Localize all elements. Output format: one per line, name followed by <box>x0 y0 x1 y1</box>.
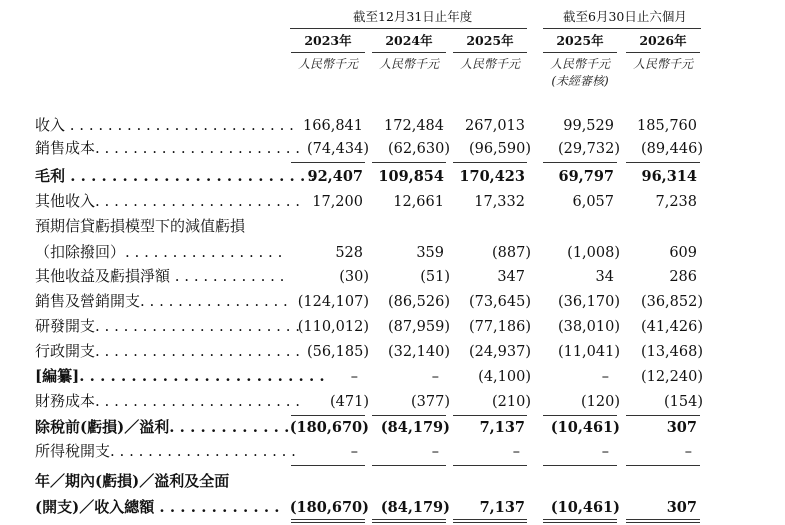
row-label: 財務成本. . . . . . . . . . . . . . . . . . . . . . <box>35 392 301 410</box>
header-group-interim: 截至6月30日止六個月 <box>563 9 687 24</box>
cell: – <box>350 444 358 460</box>
cell: (120) <box>581 394 620 410</box>
cell: (13,468) <box>640 344 703 360</box>
total-double-rule <box>291 519 365 523</box>
year-rule-1 <box>291 52 365 53</box>
subtotal-rule <box>626 415 700 416</box>
cell: (73,645) <box>468 294 531 310</box>
row-label-total-line2: (開支)／收入總額 . . . . . . . . . . . . <box>35 498 280 516</box>
cell: 609 <box>669 245 697 261</box>
cell: (56,185) <box>306 344 369 360</box>
subtotal-rule <box>543 415 617 416</box>
cell: 7,137 <box>479 419 525 436</box>
currency-1: 人民幣千元 <box>297 57 358 71</box>
cell: (36,852) <box>640 294 703 310</box>
cell: – <box>350 369 358 385</box>
row-label-pretax: 除稅前(虧損)／溢利. . . . . . . . . . . . <box>35 418 290 436</box>
cell: (12,240) <box>640 369 703 385</box>
currency-4: 人民幣千元 <box>549 57 610 71</box>
row-label: 行政開支. . . . . . . . . . . . . . . . . . . . . . <box>35 342 301 360</box>
row-label: 預期信貸虧損模型下的減值虧損 <box>35 217 246 235</box>
header-group-interim-rule <box>543 28 701 29</box>
year-rule-5 <box>626 52 700 53</box>
subtotal-rule <box>291 415 365 416</box>
cell: 170,423 <box>459 168 525 185</box>
cell: (36,170) <box>557 294 620 310</box>
subtotal-rule <box>372 415 446 416</box>
cell: 286 <box>669 269 697 285</box>
cell: – <box>512 444 520 460</box>
cell: (110,012) <box>297 319 369 335</box>
cell: (89,446) <box>640 141 703 157</box>
cell: 69,797 <box>558 168 614 185</box>
row-label: 其他收入. . . . . . . . . . . . . . . . . . . . . . <box>35 192 301 210</box>
cell: 172,484 <box>384 118 444 134</box>
cell: (210) <box>492 394 531 410</box>
cell: (96,590) <box>468 141 531 157</box>
cell: 34 <box>595 269 614 285</box>
row-label-redacted: [編纂]. . . . . . . . . . . . . . . . . . . . . . . . <box>35 367 325 385</box>
row-label: 收入 . . . . . . . . . . . . . . . . . . . . . . . . <box>35 116 294 134</box>
cell: (154) <box>664 394 703 410</box>
year-rule-2 <box>372 52 446 53</box>
cell: 99,529 <box>563 118 614 134</box>
cell: 7,137 <box>479 499 525 516</box>
cell: (11,041) <box>557 344 620 360</box>
cell: 347 <box>497 269 525 285</box>
cell: 12,661 <box>393 194 444 210</box>
row-label: 所得稅開支. . . . . . . . . . . . . . . . . . . . <box>35 442 296 460</box>
cell: 96,314 <box>641 168 697 185</box>
cell: 307 <box>666 419 697 436</box>
cell: (10,461) <box>550 419 620 436</box>
cell: (471) <box>330 394 369 410</box>
cell: (41,426) <box>640 319 703 335</box>
row-label: 銷售及營銷開支. . . . . . . . . . . . . . . . <box>35 292 288 310</box>
year-rule-4 <box>543 52 617 53</box>
total-double-rule <box>453 519 527 523</box>
subtotal-rule <box>453 465 527 466</box>
subtotal-rule <box>453 415 527 416</box>
row-label: 其他收益及虧損淨額 . . . . . . . . . . . . <box>35 267 285 285</box>
cell: 185,760 <box>637 118 697 134</box>
cell: (84,179) <box>380 499 450 516</box>
currency-5: 人民幣千元 <box>632 57 693 71</box>
cell: 17,332 <box>474 194 525 210</box>
cell: (180,670) <box>289 499 369 516</box>
cell: (87,959) <box>387 319 450 335</box>
cell: (887) <box>492 245 531 261</box>
row-label: 銷售成本. . . . . . . . . . . . . . . . . . . . . . <box>35 139 301 157</box>
cell: (86,526) <box>387 294 450 310</box>
row-label: （扣除撥回）. . . . . . . . . . . . . . . . . <box>35 243 283 261</box>
subtotal-rule <box>291 162 365 163</box>
cell: (62,630) <box>387 141 450 157</box>
cell: – <box>431 369 439 385</box>
cell: 109,854 <box>378 168 444 185</box>
cell: (377) <box>411 394 450 410</box>
currency-2: 人民幣千元 <box>378 57 439 71</box>
cell: 359 <box>416 245 444 261</box>
year-2024: 2024年 <box>385 33 433 48</box>
cell: (4,100) <box>478 369 531 385</box>
cell: 17,200 <box>312 194 363 210</box>
currency-3: 人民幣千元 <box>459 57 520 71</box>
cell: (84,179) <box>380 419 450 436</box>
cell: 528 <box>335 245 363 261</box>
subtotal-rule <box>372 162 446 163</box>
cell: – <box>684 444 692 460</box>
cell: (24,937) <box>468 344 531 360</box>
cell: 7,238 <box>655 194 697 210</box>
subtotal-rule <box>543 465 617 466</box>
subtotal-rule <box>291 465 365 466</box>
total-double-rule <box>543 519 617 523</box>
subtotal-rule <box>543 162 617 163</box>
subtotal-rule <box>372 465 446 466</box>
cell: – <box>431 444 439 460</box>
cell: 166,841 <box>303 118 363 134</box>
total-double-rule <box>372 519 446 523</box>
total-double-rule <box>626 519 700 523</box>
cell: (10,461) <box>550 499 620 516</box>
row-label-total-line1: 年／期內(虧損)／溢利及全面 <box>35 472 230 490</box>
year-rule-3 <box>453 52 527 53</box>
row-label: 研發開支. . . . . . . . . . . . . . . . . . . . . . <box>35 317 301 335</box>
cell: 307 <box>666 499 697 516</box>
cell: (32,140) <box>387 344 450 360</box>
header-group-annual: 截至12月31日止年度 <box>353 9 473 24</box>
subtotal-rule <box>453 162 527 163</box>
cell: (74,434) <box>306 141 369 157</box>
cell: 92,407 <box>307 168 363 185</box>
cell: (1,008) <box>567 245 620 261</box>
subtotal-rule <box>626 162 700 163</box>
cell: (51) <box>420 269 450 285</box>
header-group-annual-rule <box>290 28 527 29</box>
cell: (29,732) <box>557 141 620 157</box>
cell: (38,010) <box>557 319 620 335</box>
cell: (30) <box>339 269 369 285</box>
subtotal-rule <box>626 465 700 466</box>
cell: 267,013 <box>465 118 525 134</box>
cell: (77,186) <box>468 319 531 335</box>
year-2025: 2025年 <box>466 33 514 48</box>
row-label-gross-profit: 毛利 . . . . . . . . . . . . . . . . . . . . . . . . <box>35 167 316 185</box>
cell: (180,670) <box>289 419 369 436</box>
unaudited-note: (未經審核) <box>551 74 609 88</box>
cell: – <box>601 444 609 460</box>
year-2025-interim: 2025年 <box>556 33 604 48</box>
year-2023: 2023年 <box>304 33 352 48</box>
year-2026-interim: 2026年 <box>639 33 687 48</box>
cell: 6,057 <box>572 194 614 210</box>
cell: – <box>601 369 609 385</box>
cell: (124,107) <box>297 294 369 310</box>
